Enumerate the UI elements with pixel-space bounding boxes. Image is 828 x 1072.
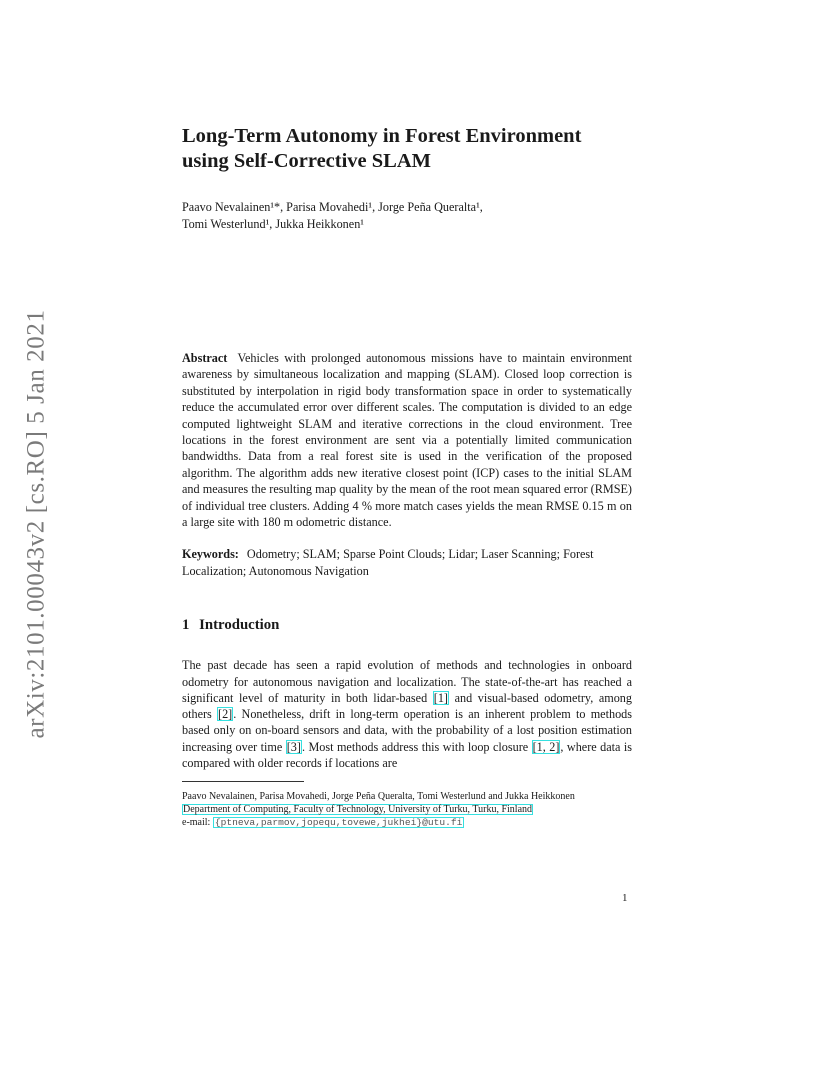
paper-page [182, 124, 632, 829]
citation-link[interactable]: [1] [433, 690, 448, 705]
footnote [182, 790, 632, 829]
author-list [182, 199, 632, 232]
authors-line-2: Tomi Westerlund¹, Jukka Heikkonen¹ [182, 216, 364, 231]
intro-text-2: and visual-based odometry, among others [182, 690, 632, 722]
footnote-names: Paavo Nevalainen, Parisa Movahedi, Jorge Peña Queralta, Tomi Westerlund and Jukka Heikkonen [182, 791, 575, 803]
citation-link[interactable]: [3] [286, 739, 301, 754]
intro-text-3: . Nonetheless, drift in long-term operation is an inherent problem to methods based only on on-board sensors and data, with the probability of a lost position estimation increasing over time [182, 707, 632, 754]
abstract [182, 350, 632, 530]
keywords-text: Odometry; SLAM; Sparse Point Clouds; Lidar; Laser Scanning; Forest Localization; Autonomous Navigation [182, 547, 594, 578]
page-number: 1 [622, 892, 628, 904]
email-link[interactable]: {ptneva,parmov,jopequ,tovewe,jukhei}@utu.fi [214, 817, 463, 829]
affiliation-link[interactable]: Department of Computing, Faculty of Technology, University of Turku, Turku, Finland [183, 804, 533, 816]
citation-link[interactable]: [2] [218, 707, 233, 722]
intro-text-5: , where data is compared with older records if locations are [182, 739, 632, 771]
citation-link[interactable]: [1, 2] [532, 739, 560, 754]
intro-text-4: . Most methods address this with loop closure [301, 739, 532, 754]
email-label: e-mail: [182, 817, 211, 829]
abstract-text: Vehicles with prolonged autonomous missions have to maintain environment awareness by simultaneous localization and mapping (SLAM). Closed loop correction is substituted by interpolation in rigid body transformation space in order to systematically reduce the accumulated error over different scales. The computation is divided to an edge computed lightweight SLAM and iterative corrections in the cloud environment. Tree locations in the forest environment are sent via a potentially limited communication bandwidths. Data from a real forest site is used in the verification of the proposed algorithm. The algorithm adds new iterative closest point (ICP) cases to the initial SLAM and measures the resulting map quality by the mean of the root mean squared error (RMSE) of individual tree clusters. Adding 4 % more match cases yields the mean RMSE 0.15 m on a large site with 180 m odometric distance. [182, 351, 632, 530]
title-line-1: Long-Term Autonomy in Forest Environment [182, 125, 582, 147]
arxiv-identifier [22, 296, 52, 752]
intro-text-1: The past decade has seen a rapid evolution of methods and technologies in onboard odometry for autonomous navigation and localization. The state-of-the-art has reached a significant level of maturity in both lidar-based [182, 658, 632, 705]
paper-title [182, 124, 632, 174]
keywords-label: Keywords: [182, 547, 239, 562]
keywords [182, 546, 632, 579]
arxiv-identifier-text: arXiv:2101.00043v2 [cs.RO] 5 Jan 2021 [23, 309, 51, 739]
introduction-paragraph [182, 657, 632, 771]
section-title: Introduction [199, 617, 280, 634]
footnote-divider [182, 781, 304, 782]
title-line-2: using Self-Corrective SLAM [182, 150, 432, 172]
section-heading [182, 617, 632, 634]
abstract-label: Abstract [182, 351, 228, 365]
authors-line-1: Paavo Nevalainen¹*, Parisa Movahedi¹, Jorge Peña Queralta¹, [182, 200, 483, 214]
section-number: 1 [182, 617, 190, 634]
